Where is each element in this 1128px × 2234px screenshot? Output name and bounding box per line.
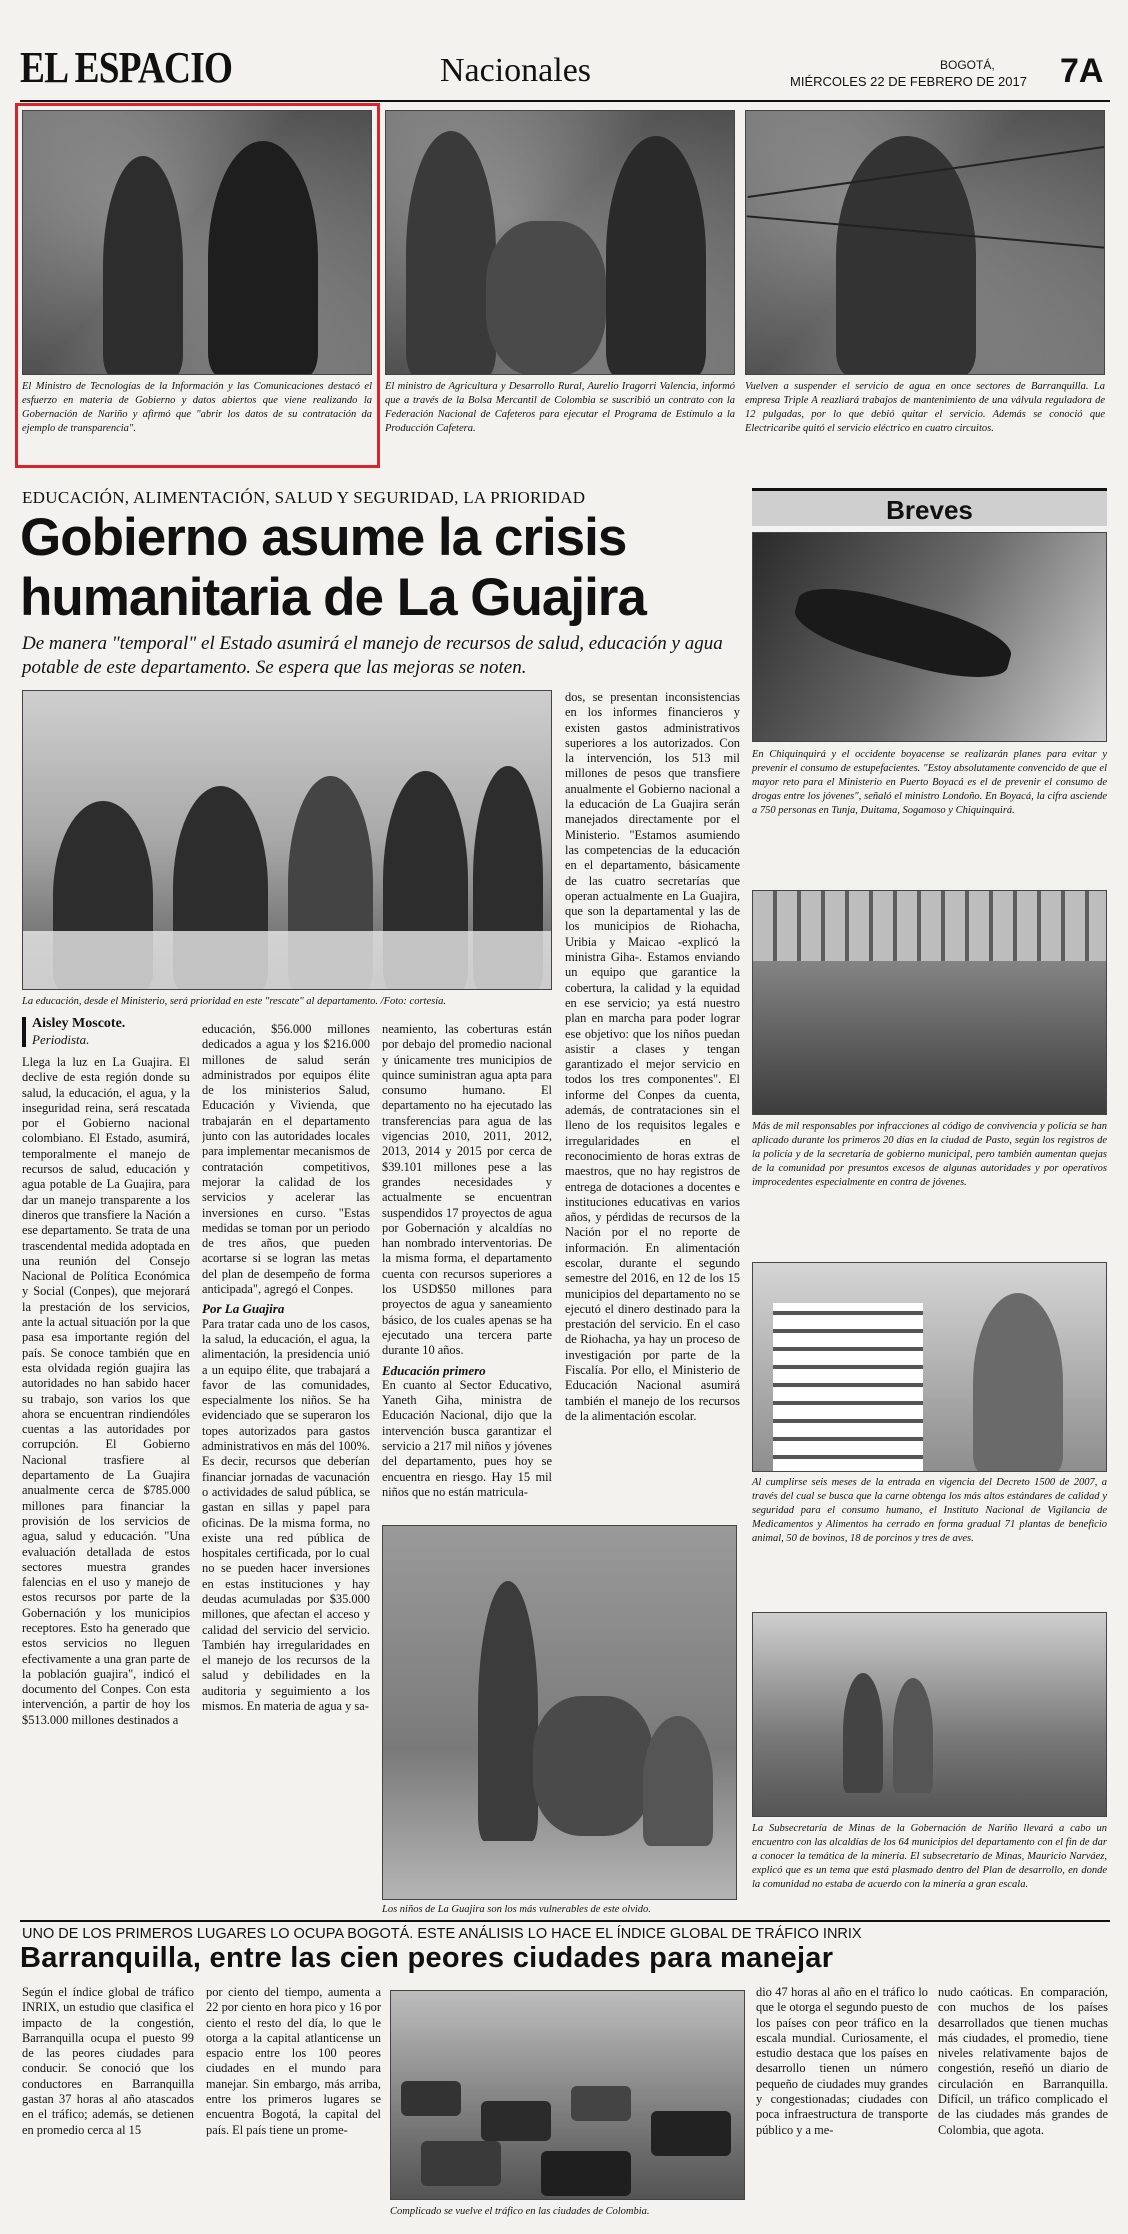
breves-photo-3 xyxy=(752,1262,1107,1472)
bottom-col3: dio 47 horas al año en el tráfico lo que le otorga el segundo puesto de los países con peor tráfico en la escala mundial. Curiosamente, el estudio destaca que los países en desarrollo tienen un número pequeño de ciudades muy grandes y congestionadas; ciudades con poca infraestructura de transporte público y a me- xyxy=(756,1985,928,2137)
date-city: BOGOTÁ, xyxy=(940,58,995,72)
main-body-col4: dos, se presentan inconsistencias en los informes financieros y existen gastos administrativos superiores a los autorizados. Con la intervención, los 513 mil millones de pesos que transfiere anualmente el Gobierno nacional a la educación de La Guajira serán manejados directamente por el Ministerio. "Estamos asumiendo las competencias de la educación en el departamento, básicamente de las cuatro secretarías que operan actualmente en La Guajira, que son la departamental y las de los municipios de Riohacha, Uribia y Maicao -explicó la ministra Giha-. Estamos enviando un equipo que garantice la cobertura, la calidad y la equidad en ese servicio; ya está nuestro plan en marcha para poder lograr ese objetivo: que los niños puedan asistir a clases y tengan garantizado el mejor servicio en todos los tres componentes". El informe del Conpes da cuenta, además, de contrataciones sin el lleno de los requisitos legales e irregularidades en el reconocimiento de horas extras de maestros, que no hay registros de entrega de dotaciones a docentes e instituciones educativas en varios años, y pérdidas de recursos de la Nación por el no reporte de información. En alimentación escolar, durante el segundo semestre del 2016, en 12 de los 15 municipios del departamento no se ejecutó el dinero destinado para la prestación del servicio. En el caso de Riohacha, ya hay un proceso de investigación por parte de la Fiscalía. Por ello, el Ministerio de Educación Nacional asumirá también el manejo de los recursos de la alimentación escolar. xyxy=(565,690,740,1423)
main-photo xyxy=(22,690,552,990)
bottom-col1: Según el índice global de tráfico INRIX, un estudio que clasifica el impacto de la congestión, Barranquilla ocupa el puesto 99 de las peores ciudades para conducir. Se conoció que los conductores en Barranquilla gastan 37 horas al año atascados en el tráfico; además, se detienen en promedio cerca al 15 xyxy=(22,1985,194,2137)
main-photo-caption: La educación, desde el Ministerio, será prioridad en este "rescate" al departamento. /Foto: cortesía. xyxy=(22,996,446,1007)
main-deck: De manera "temporal" el Estado asumirá el manejo de recursos de salud, educación y agua potable de este departamento. Se espera que las mejoras se noten. xyxy=(22,633,723,678)
breves-title: Breves xyxy=(886,495,973,525)
section-name: Nacionales xyxy=(440,52,592,89)
kids-photo-caption: Los niños de La Guajira son los más vulnerables de este olvido. xyxy=(382,1904,651,1915)
traffic-photo xyxy=(390,1990,745,2200)
author-name: Aisley Moscote. xyxy=(32,1016,126,1031)
main-body-col2 xyxy=(202,1022,370,1920)
subhead-por-la-guajira: Por La Guajira xyxy=(202,1301,285,1317)
main-headline-1: Gobierno asume la crisis xyxy=(20,508,627,567)
breves-header xyxy=(752,488,1107,526)
bottom-kicker: UNO DE LOS PRIMEROS LUGARES LO OCUPA BOGOTÁ. ESTE ANÁLISIS LO HACE EL ÍNDICE GLOBAL DE TRÁFICO INRIX xyxy=(22,1926,862,1942)
author-bar xyxy=(22,1017,26,1047)
page-number: 7A xyxy=(1060,52,1104,90)
main-col3-part2: En cuanto al Sector Educativo, Yaneth Giha, ministra de Educación Nacional, dijo que la intervención busca garantizar el servicio a 217 mil niños y jóvenes del departamento, pues hoy se encuentra en riesgo. Hay 15 mil niños que no están matricula- xyxy=(382,1377,552,1499)
top-photo-1 xyxy=(22,110,372,375)
breves-caption-2: Más de mil responsables por infracciones al código de convivencia y policía se han aplicado durante los primeros 20 días en la ciudad de Pasto, según los registros de la policía y de la secretaría de gobierno municipal, pero también aumentan quejas de la comunidad por presuntos excesos de algunas autoridades y por operativos improcedentes especialmente en contra de jóvenes. xyxy=(752,1121,1107,1188)
bottom-headline: Barranquilla, entre las cien peores ciudades para manejar xyxy=(20,1942,834,1974)
breves-caption-1: En Chiquinquirá y el occidente boyacense se realizarán planes para evitar y prevenir el consumo de estupefacientes. "Estoy absolutamente convencido de que el mayor reto para el Ministerio en Puerto Boyacá es el de prevenir el consumo de drogas entre los jóvenes", señaló el ministro Londoño. En Boyacá, la cifra asciende a 750 personas en Tunja, Duitama, Sogamoso y Chiquinquirá. xyxy=(752,749,1107,816)
main-col3-part1: neamiento, las coberturas están por debajo del promedio nacional y únicamente tres municipios de quince suministran agua apta para consumo humano. El departamento no ha ejecutado las transferencias para agua de las vigencias 2010, 2011, 2012, 2013, 2014 y 2015 por cerca de $39.101 millones pese a las grandes necesidades y actualmente se encuentran suspendidos 17 proyectos de agua por Gobernación y alcaldías no han nombrado interventorias. De la misma forma, el departamento cuenta con recursos superiores a los USD$50 millones para proyectos de agua y saneamiento básico, de los cuales apenas se ha ejecutado una tercera parte durante 10 años. xyxy=(382,1022,552,1358)
main-body-col3 xyxy=(382,1022,552,1522)
bottom-col2: por ciento del tiempo, aumenta a 22 por ciento en hora pico y 16 por ciento el resto del día, lo que le otorga a la capital atlanticense un espacio entre los 100 peores ciudades en el mundo para manejar. Sin embargo, más arriba, entre los primeros lugares se encuentra Bogotá, la capital del país. El país tiene un prome- xyxy=(206,1985,381,2137)
top-photo-2 xyxy=(385,110,735,375)
main-headline-2: humanitaria de La Guajira xyxy=(20,568,646,627)
bottom-rule xyxy=(20,1920,1110,1922)
main-col2-part2: Para tratar cada uno de los casos, la salud, la educación, el agua, la alimentación, la presidencia unió a un equipo élite, que trabajará a favor de las comunidades, especialmente los niños. Se ha evidenciado que se superaron los topes autorizados para gastos administrativos en más del 100%. Es decir, recursos que deberían financiar jornadas de vacunación o actividades de salud pública, se gastan en sillas y papel para oficinas. De la misma forma, no existe una red pública de hospitales certificada, por lo cual no se pueden hacer inversiones en estas instituciones y hay deudas acumuladas por $35.000 millones, que afectan el acceso y calidad del servicio del servicio. También hay irregularidades en el manejo de los recursos de la salud y debilidades en la auditoria y seguimiento a los mismos. En materia de agua y sa- xyxy=(202,1316,370,1714)
top-photo-3-caption: Vuelven a suspender el servicio de agua en once sectores de Barranquilla. La empresa Triple A reazliará trabajos de mantenimiento de una válvula reguladora de 12 pulgadas, por lo que debió quitar el servicio. Además se conoció que Electricaribe quitó el servicio eléctrico en cuatro circuitos. xyxy=(745,381,1105,434)
top-photo-2-caption: El ministro de Agricultura y Desarrollo Rural, Aurelio Iragorri Valencia, informó que a través de la Bolsa Mercantil de Colombia se suscribió un contrato con la Federación Nacional de Cafeteros para ejecutar el Programa de Estímulo a la Producción Cafetera. xyxy=(385,381,735,434)
author-role: Periodista. xyxy=(32,1032,90,1047)
breves-photo-2 xyxy=(752,890,1107,1115)
bottom-col4: nudo caóticas. En comparación, con muchos de los países desarrollados que tienen muchas más ciudades, el promedio, tiene niveles relativamente bajos de congestión, reseñó un diario de circulación en Barranquilla. Difícil, un tráfico complicado el de las ciudades más grandes de Colombia, que agota. xyxy=(938,1985,1108,2137)
kids-photo xyxy=(382,1525,737,1900)
main-body-col1: Llega la luz en La Guajira. El declive de esta región donde su salud, la educación, el agua, y la inseguridad reina, será rescatada por el Gobierno nacional colombiano. El Estado, asumirá, temporalmente el manejo de recursos de salud, educación y agua potable de La Guajira, para dar un manejo transparente a los dineros que transfiere la Nación a ese departamento. Se trata de una trascendental medida adoptada en una reunión del Consejo Nacional de Política Económica y Social (Conpes), que mejorará la prestación de los servicios, ante la actual situación por la que pasa esa importante región del país. Se conoce también que en esta olvidada región guajira las autoridades no han sabido hacer su trabajo, son varios los que ahora se encuentran rindiendóles cuentas a las autoridades por corrupción. El Gobierno Nacional trasfiere al departamento de La Guajira anualmente cerca de $785.000 millones para financiar la provisión de los servicios de agua, salud y educación. "Una evaluación detallada de estos sectores muestra grandes falencias en el uso y manejo de estos recursos por parte de la Gobernación y los municipios receptores. Esto ha generado que estos servicios no lleguen efectivamente a una gran parte de la población guajira", indicó el documento del Conpes. Con esta intervención, a partir de hoy los $513.000 millones destinados a xyxy=(22,1055,190,1727)
paper-name: EL ESPACIO xyxy=(20,43,233,92)
top-photo-1-caption: El Ministro de Tecnologías de la Información y las Comunicaciones destacó el esfuerzo en materia de Gobierno y datos abiertos que viene realizando la Gobernación de Nariño y afirmó que "abrir los datos de su contratación da ejemplo de transparencia". xyxy=(22,381,372,434)
main-col2-part1: educación, $56.000 millones dedicados a agua y los $216.000 millones de salud serán administrados por equipos élite de los ministerios Salud, Educación y Vivienda, que trabajarán en el departamento junto con las autoridades locales para implementar mecanismos de contratación competitivos, mejorar la calidad de los servicios y acelerar las inversiones en curso. "Estas medidas se toman por un periodo de tres años, que pueden acortarse si se logran las metas del plan de desempeño de forma anticipada", agregó el Conpes. xyxy=(202,1022,370,1297)
traffic-photo-caption: Complicado se vuelve el tráfico en las ciudades de Colombia. xyxy=(390,2206,650,2217)
main-kicker: EDUCACIÓN, ALIMENTACIÓN, SALUD Y SEGURIDAD, LA PRIORIDAD xyxy=(22,488,586,507)
top-photo-3 xyxy=(745,110,1105,375)
date-line: MIÉRCOLES 22 DE FEBRERO DE 2017 xyxy=(790,74,1027,89)
masthead-rule xyxy=(20,100,1110,102)
subhead-educacion-primero: Educación primero xyxy=(382,1362,486,1378)
masthead xyxy=(20,38,1108,100)
breves-photo-4 xyxy=(752,1612,1107,1817)
breves-caption-3: Al cumplirse seis meses de la entrada en vigencia del Decreto 1500 de 2007, a través del cual se busca que la carne obtenga los más altos estándares de calidad y seguridad para el consumo humano, el Instituto Nacional de Vigilancia de Medicamentos y Alimentos ha cerrado en forma gradual 71 plantas de beneficio animal, 50 de bovinos, 18 de porcinos y tres de aves. xyxy=(752,1477,1107,1544)
breves-photo-1 xyxy=(752,532,1107,742)
breves-caption-4: La Subsecretaría de Minas de la Gobernación de Nariño llevará a cabo un encuentro con las alcaldías de los 64 municipios del departamento con el fin de dar a conocer la temática de la minería. El subsecretario de Minas, Mauricio Narváez, explicó que es un tema que está plasmado dentro del Plan de desarrollo, en donde la comunidad no estaba de acuerdo con la minería a gran escala. xyxy=(752,1823,1107,1890)
